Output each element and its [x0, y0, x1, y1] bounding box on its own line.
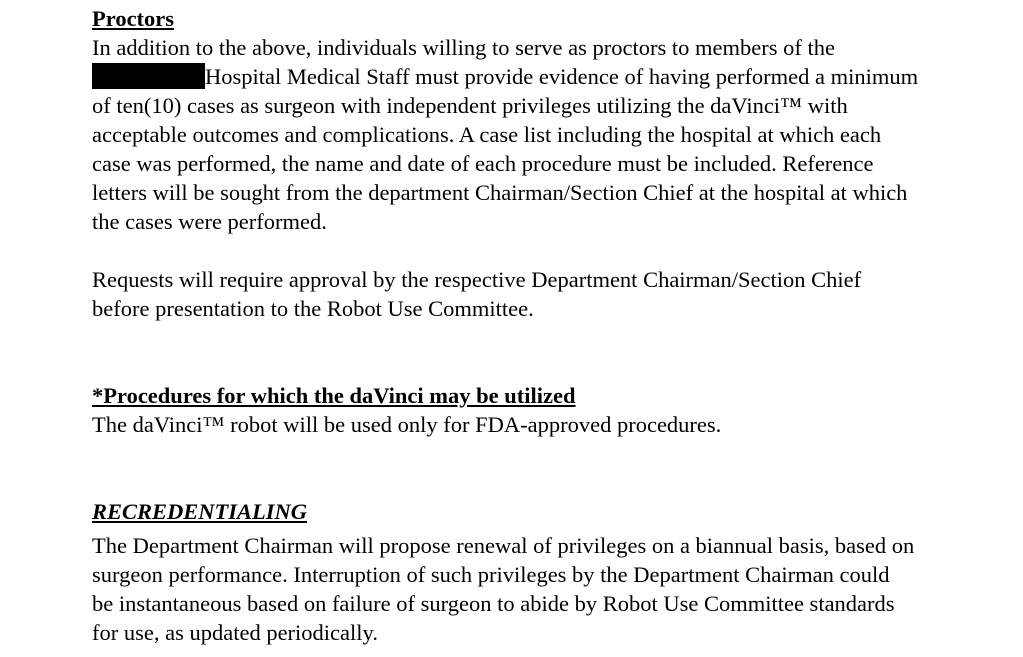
paragraph-line: letters will be sought from the department Chairman/Section Chief at the hospital at which	[92, 180, 908, 205]
redaction-block	[92, 63, 205, 89]
spacer	[92, 323, 1017, 381]
paragraph-line: for use, as updated periodically.	[92, 620, 378, 645]
paragraph-line: of ten(10) cases as surgeon with independent privileges utilizing the daVinci™ with	[92, 93, 848, 118]
paragraph-line: The Department Chairman will propose renewal of privileges on a biannual basis, based on	[92, 533, 915, 558]
approval-paragraph	[92, 265, 1017, 323]
recredentialing-heading: RECREDENTIALING	[92, 499, 308, 524]
procedures-heading: *Procedures for which the daVinci may be utilized	[92, 383, 576, 408]
recredentialing-paragraph	[92, 531, 1017, 647]
paragraph-line: Requests will require approval by the respective Department Chairman/Section Chief	[92, 267, 862, 292]
proctors-paragraph	[92, 33, 1017, 236]
spacer	[92, 439, 1017, 497]
paragraph-line-with-redaction	[92, 62, 1017, 91]
proctors-heading: Proctors	[92, 6, 175, 31]
paragraph-line: acceptable outcomes and complications. A case list including the hospital at which each	[92, 122, 882, 147]
procedures-paragraph: The daVinci™ robot will be used only for FDA-approved procedures.	[92, 412, 722, 437]
paragraph-line: be instantaneous based on failure of surgeon to abide by Robot Use Committee standards	[92, 591, 895, 616]
paragraph-line: In addition to the above, individuals willing to serve as proctors to members of the	[92, 35, 835, 60]
paragraph-line-text: Hospital Medical Staff must provide evidence of having performed a minimum	[205, 64, 919, 89]
paragraph-line: surgeon performance. Interruption of such privileges by the Department Chairman could	[92, 562, 890, 587]
paragraph-line: case was performed, the name and date of each procedure must be included. Reference	[92, 151, 874, 176]
document-page	[92, 4, 1017, 647]
spacer	[92, 236, 1017, 265]
paragraph-line: before presentation to the Robot Use Committee.	[92, 296, 534, 321]
paragraph-line: the cases were performed.	[92, 209, 327, 234]
